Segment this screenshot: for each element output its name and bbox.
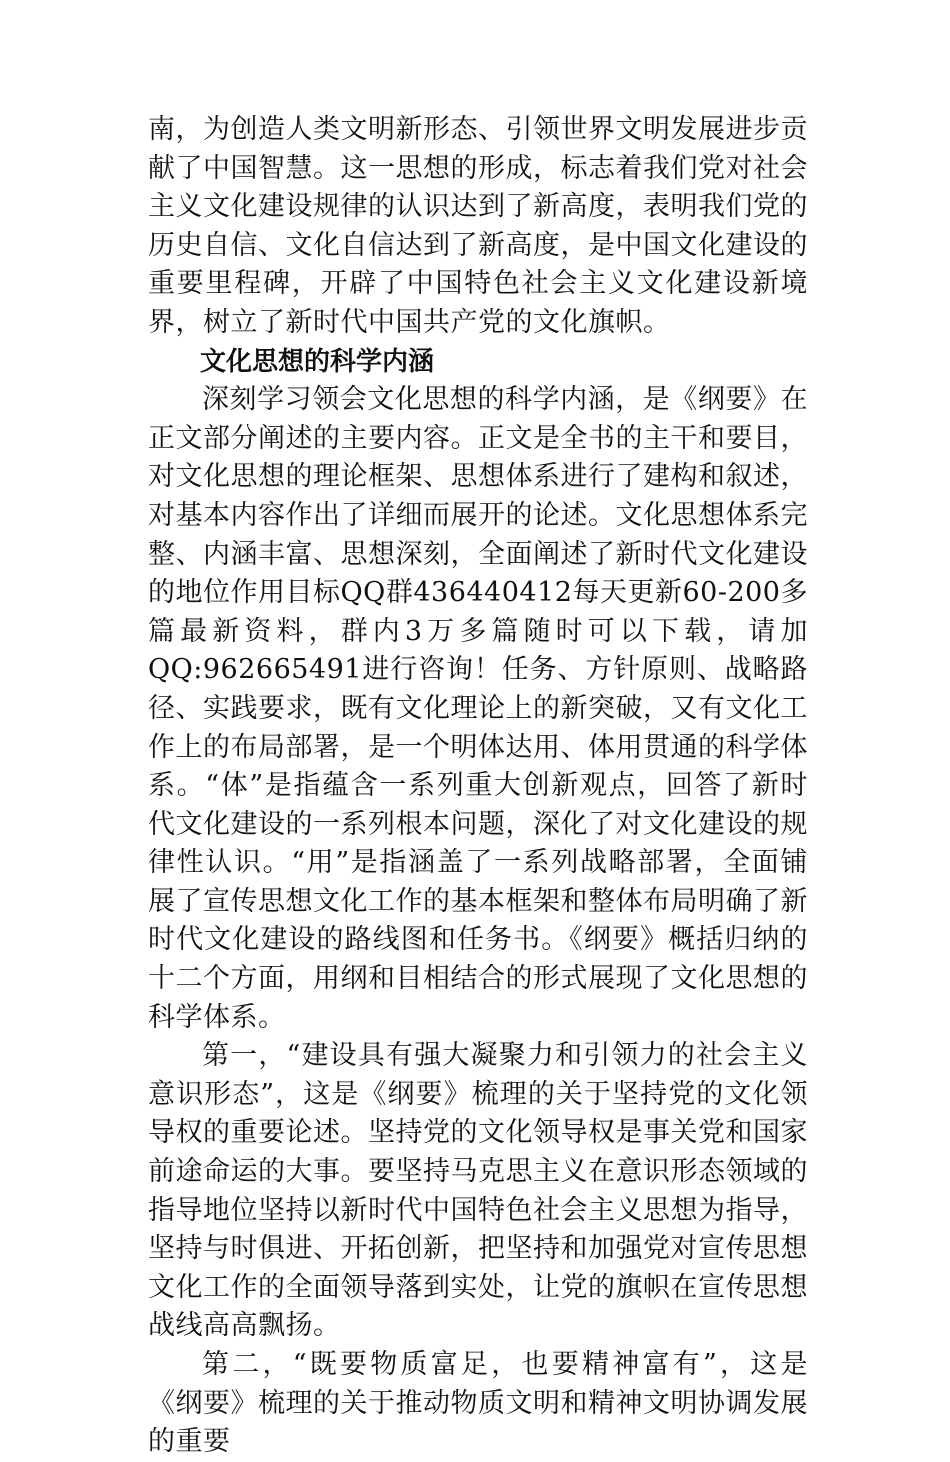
paragraph-second-point: 第二，“既要物质富足，也要精神富有”，这是《纲要》梳理的关于推动物质文明和精神文明协调发展的重要 [148, 1349, 808, 1458]
section-heading: 文化思想的科学内涵 [200, 346, 435, 377]
document-body [148, 111, 808, 1462]
paragraph-first-point: 第一，“建设具有强大凝聚力和引领力的社会主义意识形态”，这是《纲要》梳理的关于坚持党的文化领导权的重要论述。坚持党的文化领导权是事关党和国家前途命运的大事。要坚持马克思主义在意识形态领域的指导地位坚持以新时代中国特色社会主义思想为指导，坚持与时俱进、开拓创新，把坚持和加强党对宣传思想文化工作的全面领导落到实处，让党的旗帜在宣传思想战线高高飘扬。 [148, 1040, 808, 1342]
paragraph-scientific-connotation: 深刻学习领会文化思想的科学内涵，是《纲要》在正文部分阐述的主要内容。正文是全书的主干和要目，对文化思想的理论框架、思想体系进行了建构和叙述，对基本内容作出了详细而展开的论述。文化思想体系完整、内涵丰富、思想深刻，全面阐述了新时代文化建设的地位作用目标QQ群436440412每天更新60-200多篇最新资料，群内3万多篇随时可以下载，请加QQ:962665491进行咨询！任务、方针原则、战略路径、实践要求，既有文化理论上的新突破，又有文化工作上的布局部署，是一个明体达用、体用贯通的科学体系。“体”是指蕴含一系列重大创新观点，回答了新时代文化建设的一系列根本问题，深化了对文化建设的规律性认识。“用”是指涵盖了一系列战略部署，全面铺展了宣传思想文化工作的基本框架和整体布局明确了新时代文化建设的路线图和任务书。《纲要》概括归纳的十二个方面，用纲和目相结合的形式展现了文化思想的科学体系。 [148, 384, 808, 1033]
paragraph-continuation: 南，为创造人类文明新形态、引领世界文明发展进步贡献了中国智慧。这一思想的形成，标志着我们党对社会主义文化建设规律的认识达到了新高度，表明我们党的历史自信、文化自信达到了新高度，是中国文化建设的重要里程碑，开辟了中国特色社会主义文化建设新境界，树立了新时代中国共产党的文化旗帜。 [148, 114, 808, 338]
